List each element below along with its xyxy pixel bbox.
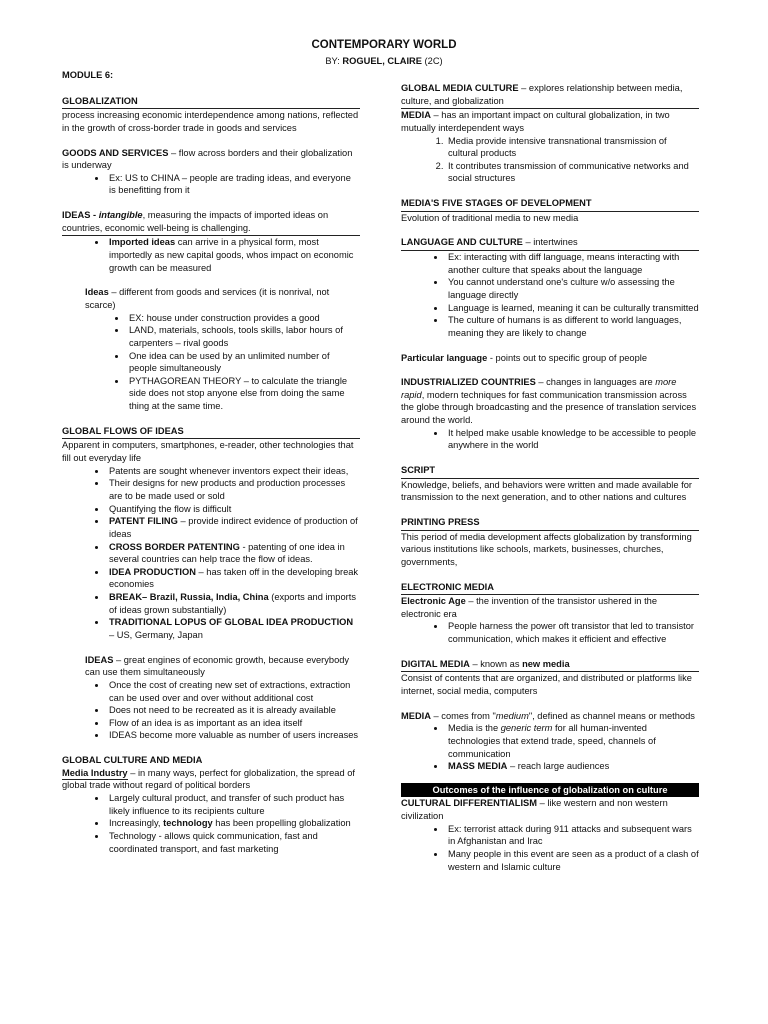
- list-item-bold: CROSS BORDER PATENTING: [109, 541, 240, 552]
- global-flows-text: Apparent in computers, smartphones, e-reader, other technologies that fill out everyday life: [62, 440, 354, 464]
- media-industry-heading: Media Industry: [62, 767, 128, 778]
- list-item-bold: TRADITIONAL LOPUS OF GLOBAL IDEA PRODUCTION: [109, 617, 354, 628]
- global-culture-heading: GLOBAL CULTURE AND MEDIA: [62, 755, 203, 766]
- list-item-text: – US, Germany, Japan: [109, 629, 203, 640]
- ideas-engines-desc: – great engines of economic growth, because everybody can use them simultaneously: [85, 654, 350, 678]
- ideas-nonrival-desc: – different from goods and services (it is nonrival, not scarce): [85, 287, 330, 310]
- digital-media-body: Consist of contents that are organized, and distributed or platforms like internet, social media, computers: [401, 673, 692, 696]
- industrialized-countries-desc-2: , modern techniques for fast communication transmission across the globe through broadcasting and the presence of translation services around the world.: [401, 389, 697, 426]
- electronic-age-heading: Electronic Age: [401, 596, 466, 607]
- byline: [0, 55, 768, 68]
- list-item-text: – provide indirect evidence of production of ideas: [109, 516, 358, 539]
- cultural-differentialism-heading: CULTURAL DIFFERENTIALISM: [401, 798, 537, 809]
- left-column: [62, 69, 360, 855]
- digital-media-heading: DIGITAL MEDIA: [401, 658, 470, 669]
- goods-services-heading: GOODS AND SERVICES: [62, 147, 169, 158]
- media-medium-desc: – comes from ": [430, 710, 496, 721]
- list-item-text: can arrive in a physical form, most importedly as new capital goods, whos impact on economic growth can be measured: [109, 237, 354, 273]
- document-title: CONTEMPORARY WORLD: [311, 39, 457, 51]
- cultural-differentialism-desc: – like western and non western civilization: [401, 798, 668, 822]
- ideas-engines-text: [85, 654, 360, 679]
- five-stages-heading: MEDIA'S FIVE STAGES OF DEVELOPMENT: [401, 197, 699, 212]
- outcomes-banner: Outcomes of the influence of globalization on culture: [401, 783, 699, 798]
- cultural-differentialism-text: [401, 797, 699, 822]
- list-item: [446, 760, 699, 773]
- list-item: • Once the cost of creating new set of extractions, extraction can be used over and over without additional cost: [107, 679, 360, 704]
- goods-services-desc: – flow across borders and their globalization is underway: [62, 147, 353, 171]
- list-item: [107, 616, 360, 641]
- list-item-text: – reach large audiences: [507, 761, 610, 772]
- list-item: [107, 566, 360, 591]
- ideas-desc: , measuring the impacts of imported ideas on countries, economic well-being is challenging.: [62, 210, 329, 233]
- list-item: • EX: house under construction provides a good: [127, 312, 360, 325]
- list-item: [446, 722, 699, 760]
- media-heading: MEDIA: [401, 110, 431, 121]
- printing-press-heading: PRINTING PRESS: [401, 516, 699, 531]
- digital-media-bold: new media: [522, 658, 570, 669]
- particular-language-text: [401, 352, 699, 365]
- list-item-emphasis: generic term: [500, 723, 553, 734]
- list-item-text: (exports and imports of ideas grown substantially): [109, 592, 356, 615]
- list-item: • Patents are sought whenever inventors expect their ideas,: [107, 465, 360, 478]
- list-item: • Ex: US to CHINA – people are trading ideas, and everyone is benefitting from it: [107, 172, 360, 197]
- list-item: [107, 515, 360, 540]
- list-item: 1. Media provide intensive transnational transmission of cultural products: [446, 135, 699, 160]
- global-media-culture-heading: GLOBAL MEDIA CULTURE: [401, 83, 519, 93]
- global-media-culture-desc: – explores relationship between media, culture, and globalization: [401, 83, 683, 106]
- industrialized-countries-text: [401, 376, 699, 427]
- list-item: • It helped make usable knowledge to be accessible to people anywhere in the world: [446, 427, 699, 452]
- media-text: [401, 109, 699, 134]
- list-item: • PYTHAGOREAN THEORY – to calculate the triangle side does not stop anyone else from doing the same thing at the same time.: [127, 375, 360, 413]
- media-industry-desc: – in many ways, perfect for globalization, the spread of global trade without regard of political borders: [62, 767, 355, 791]
- list-item-bold: MASS MEDIA: [448, 761, 508, 772]
- list-item: • Ex: terrorist attack during 911 attacks and subsequent wars in Afghanistan and Irac: [446, 823, 699, 848]
- language-culture-heading: LANGUAGE AND CULTURE: [401, 237, 523, 248]
- language-culture-desc: – intertwines: [522, 237, 578, 248]
- list-item: 2. It contributes transmission of communicative networks and social structures: [446, 160, 699, 185]
- script-text: Knowledge, beliefs, and behaviors were written and made available for transmission to the next generation, and to other nations and cultures: [401, 479, 692, 503]
- list-item-text: Increasingly,: [109, 818, 164, 829]
- industrialized-countries-desc: – changes in languages are: [535, 377, 656, 388]
- list-item: • People harness the power oft transistor that led to transistor communication, which makes it efficient and effective: [446, 620, 699, 645]
- list-item-bold: PATENT FILING: [109, 516, 178, 527]
- list-item: [107, 541, 360, 566]
- list-item: • Largely cultural product, and transfer of such product has likely influence to its recipients culture: [107, 792, 360, 817]
- list-item-text: for all human-invented technologies that extend trade, speed, channels of communication: [448, 723, 656, 759]
- module-label: MODULE 6:: [62, 70, 114, 80]
- list-item: • Ex: interacting with diff language, means interacting with another culture that speaks about the language: [446, 251, 699, 276]
- list-item-bold: technology: [163, 818, 213, 829]
- list-item: • One idea can be used by an unlimited number of people simultaneously: [127, 350, 360, 375]
- list-item: • Quantifying the flow is difficult: [107, 503, 360, 516]
- digital-media-text: [401, 658, 699, 673]
- media-medium-desc-2: ", defined as channel means or methods: [528, 710, 695, 721]
- media-industry-text: [62, 767, 360, 792]
- ideas-engines-heading: IDEAS: [85, 654, 114, 665]
- list-item-bold: BREAK– Brazil, Russia, India, China: [109, 592, 269, 603]
- particular-language-desc: - points out to specific group of people: [487, 352, 647, 363]
- list-item: • Flow of an idea is as important as an idea itself: [107, 717, 360, 730]
- goods-services-text: [62, 147, 360, 172]
- globalization-text: process increasing economic interdependence among nations, reflected in the growth of cross-border trade in goods and services: [62, 110, 359, 133]
- list-item-text: - patenting of one idea in several countries can help trace the flow of ideas.: [109, 541, 345, 565]
- media-medium-text: [401, 710, 699, 723]
- byline-prefix: BY:: [325, 56, 343, 66]
- electronic-media-heading: ELECTRONIC MEDIA: [401, 581, 699, 596]
- media-medium-heading: MEDIA: [401, 710, 431, 721]
- list-item: • LAND, materials, schools, tools skills, labor hours of carpenters – rival goods: [127, 324, 360, 349]
- list-item: • Many people in this event are seen as a product of a clash of western and Islamic culture: [446, 848, 699, 873]
- list-item: • IDEAS become more valuable as number of users increases: [107, 729, 360, 742]
- right-column: [401, 82, 699, 873]
- list-item: • Language is learned, meaning it can be culturally transmitted: [446, 302, 699, 315]
- author-section: (2C): [421, 56, 443, 66]
- author-name: ROGUEL, CLAIRE: [342, 56, 422, 66]
- electronic-age-desc: – the invention of the transistor ushered in the electronic era: [401, 596, 657, 619]
- list-item: • The culture of humans is as different to world languages, meaning they are likely to change: [446, 314, 699, 339]
- list-item: • Technology - allows quick communication, fast and coordinated transport, and fast marketing: [107, 830, 360, 855]
- list-item-text: has been propelling globalization: [212, 818, 351, 829]
- list-item: • Does not need to be recreated as it is already available: [107, 704, 360, 717]
- list-item: • You cannot understand one's culture w/o assessing the language directly: [446, 276, 699, 301]
- list-item: [107, 236, 360, 274]
- media-desc: – has an important impact on cultural globalization, in two mutually interdependent ways: [401, 110, 670, 133]
- list-item: [107, 817, 360, 830]
- industrialized-countries-heading: INDUSTRIALIZED COUNTRIES: [401, 377, 536, 388]
- script-heading: SCRIPT: [401, 464, 699, 479]
- language-culture-text: [401, 236, 699, 251]
- electronic-age-text: [401, 595, 699, 620]
- list-item: • Their designs for new products and production processes are to be made used or sold: [107, 477, 360, 502]
- media-medium-emphasis: medium: [495, 710, 529, 721]
- list-item-bold: Imported ideas: [109, 237, 176, 248]
- list-item-text: – has taken off in the developing break economies: [109, 566, 359, 590]
- printing-press-text: This period of media development affects globalization by transforming various institutions like schools, markets, businesses, churches, governments,: [401, 531, 692, 567]
- ideas-nonrival-heading: Ideas: [85, 287, 109, 298]
- ideas-heading: IDEAS -: [62, 210, 99, 221]
- ideas-nonrival-text: [85, 286, 360, 311]
- global-flows-heading: GLOBAL FLOWS OF IDEAS: [62, 425, 360, 440]
- industrialized-countries-emphasis: more rapid: [401, 377, 677, 400]
- ideas-emphasis: intangible: [98, 210, 143, 221]
- list-item: [107, 591, 360, 616]
- digital-media-desc: – known as: [469, 658, 523, 669]
- five-stages-text: Evolution of traditional media to new media: [401, 212, 579, 223]
- global-media-culture-text: [401, 82, 699, 109]
- list-item-bold: IDEA PRODUCTION: [109, 566, 196, 577]
- ideas-text: [62, 209, 360, 236]
- list-item-text: Media is the: [448, 723, 501, 734]
- globalization-heading: GLOBALIZATION: [62, 95, 360, 110]
- particular-language-heading: Particular language: [401, 352, 488, 363]
